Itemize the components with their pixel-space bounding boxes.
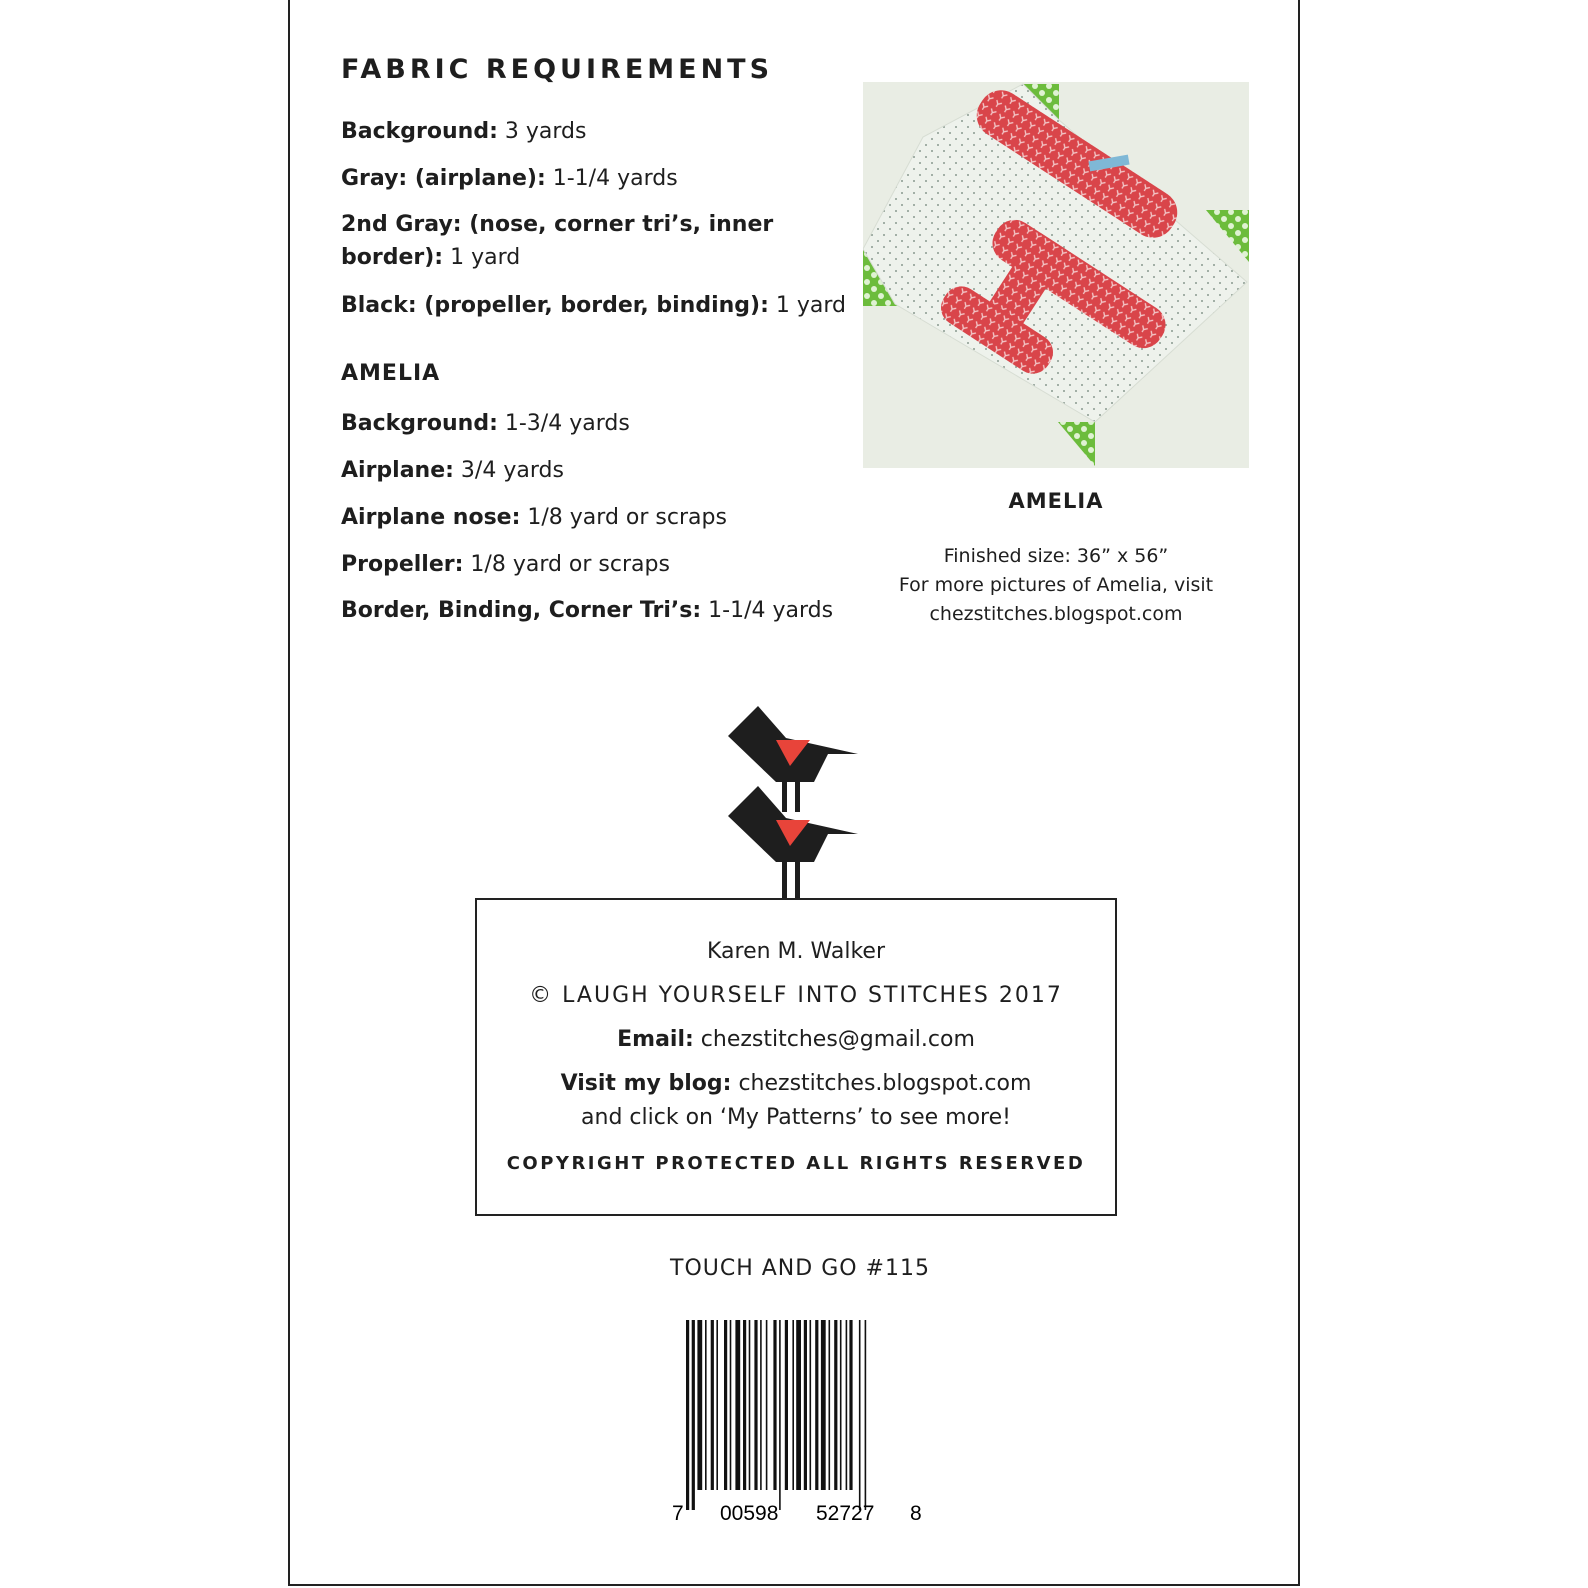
fabric-item-value: 1 yard [443, 245, 521, 270]
barcode-digit: 52727 [816, 1502, 875, 1520]
amelia-item [341, 501, 727, 534]
fabric-item-value: 1-1/4 yards [545, 166, 678, 191]
barcode-bar [834, 1320, 837, 1490]
email-address: chezstitches@gmail.com [693, 1027, 975, 1052]
fabric-item-label: Background: [341, 119, 498, 144]
pattern-code: TOUCH AND GO #115 [670, 1256, 930, 1281]
barcode-bar [792, 1320, 794, 1490]
barcode-bar [743, 1320, 746, 1490]
amelia-heading: AMELIA [341, 361, 441, 386]
barcode-bar [821, 1320, 826, 1490]
copyright-line: © LAUGH YOURSELF INTO STITCHES 2017 [529, 983, 1063, 1008]
email-line [476, 1027, 1116, 1052]
barcode-bar [810, 1320, 812, 1490]
fabric-item-label-cont: border): [341, 245, 444, 270]
amelia-item-label: Airplane: [341, 458, 454, 483]
barcode-bar [705, 1320, 707, 1490]
amelia-item-value: 1/8 yard or scraps [520, 505, 727, 530]
barcode-bar [815, 1320, 818, 1490]
barcode-bar [840, 1320, 842, 1490]
barcode-bar [692, 1320, 695, 1510]
quilt-block-photo [863, 82, 1249, 468]
designer-name: Karen M. Walker [707, 939, 885, 964]
amelia-item-value: 1-1/4 yards [701, 598, 834, 623]
amelia-item-label: Propeller: [341, 552, 464, 577]
barcode-bar [849, 1320, 852, 1490]
upc-barcode [672, 1320, 924, 1520]
barcode-bar [779, 1320, 781, 1510]
fabric-requirements-heading: FABRIC REQUIREMENTS [341, 54, 774, 85]
more-pictures-text: For more pictures of Amelia, visit [898, 574, 1214, 596]
barcode-bar [724, 1320, 727, 1490]
amelia-item-value: 1-3/4 yards [497, 411, 630, 436]
barcode-bar [716, 1320, 718, 1490]
fabric-item-label: Gray: (airplane): [341, 166, 546, 191]
barcode-bar [686, 1320, 689, 1510]
barcode-bar [754, 1320, 757, 1490]
photo-caption-title: AMELIA [1008, 489, 1104, 513]
fabric-item-label: 2nd Gray: (nose, corner tri’s, inner [341, 212, 774, 237]
fabric-item-value: 1 yard [768, 293, 846, 318]
email-label: Email: [617, 1027, 694, 1052]
fabric-item [341, 289, 846, 322]
amelia-item-value: 3/4 yards [453, 458, 564, 483]
barcode-bar [773, 1320, 776, 1490]
barcode-bar [865, 1320, 867, 1510]
barcode-bar [804, 1320, 807, 1490]
barcode-bar [766, 1320, 768, 1490]
barcode-digit: 00598 [720, 1502, 779, 1520]
barcode-bar [760, 1320, 762, 1490]
barcode-bar [749, 1320, 751, 1490]
barcode-bar [796, 1320, 801, 1490]
barcode-bar [785, 1320, 788, 1490]
amelia-item [341, 594, 833, 627]
blog-instructions: and click on ‘My Patterns’ to see more! [581, 1105, 1011, 1130]
barcode-bar [711, 1320, 714, 1490]
fabric-item [341, 208, 773, 274]
fabric-item-label: Black: (propeller, border, binding): [341, 293, 769, 318]
barcode-digit: 8 [910, 1502, 922, 1520]
barcode-bar [697, 1320, 702, 1490]
amelia-item [341, 548, 670, 581]
amelia-item-value: 1/8 yard or scraps [463, 552, 670, 577]
amelia-item-label: Airplane nose: [341, 505, 521, 530]
blog-url-caption: chezstitches.blogspot.com [929, 603, 1183, 625]
rights-reserved: COPYRIGHT PROTECTED ALL RIGHTS RESERVED [506, 1153, 1086, 1174]
blog-label: Visit my blog: [560, 1071, 732, 1096]
barcode-bar [859, 1320, 861, 1510]
barcode-bar [829, 1320, 831, 1490]
fabric-item [341, 162, 678, 195]
amelia-item-label: Border, Binding, Corner Tri’s: [341, 598, 702, 623]
amelia-item-label: Background: [341, 411, 498, 436]
fabric-item-value: 3 yards [497, 119, 587, 144]
amelia-item [341, 454, 564, 487]
barcode-bar [846, 1320, 848, 1490]
barcode-bar [735, 1320, 740, 1490]
amelia-item [341, 407, 630, 440]
finished-size: Finished size: 36” x 56” [943, 545, 1169, 567]
barcode-digit: 7 [672, 1502, 684, 1520]
blog-line [476, 1071, 1116, 1096]
barcode-bar [730, 1320, 732, 1490]
fabric-item [341, 115, 586, 148]
stacked-birds-logo [728, 706, 868, 900]
blog-url: chezstitches.blogspot.com [731, 1071, 1032, 1096]
